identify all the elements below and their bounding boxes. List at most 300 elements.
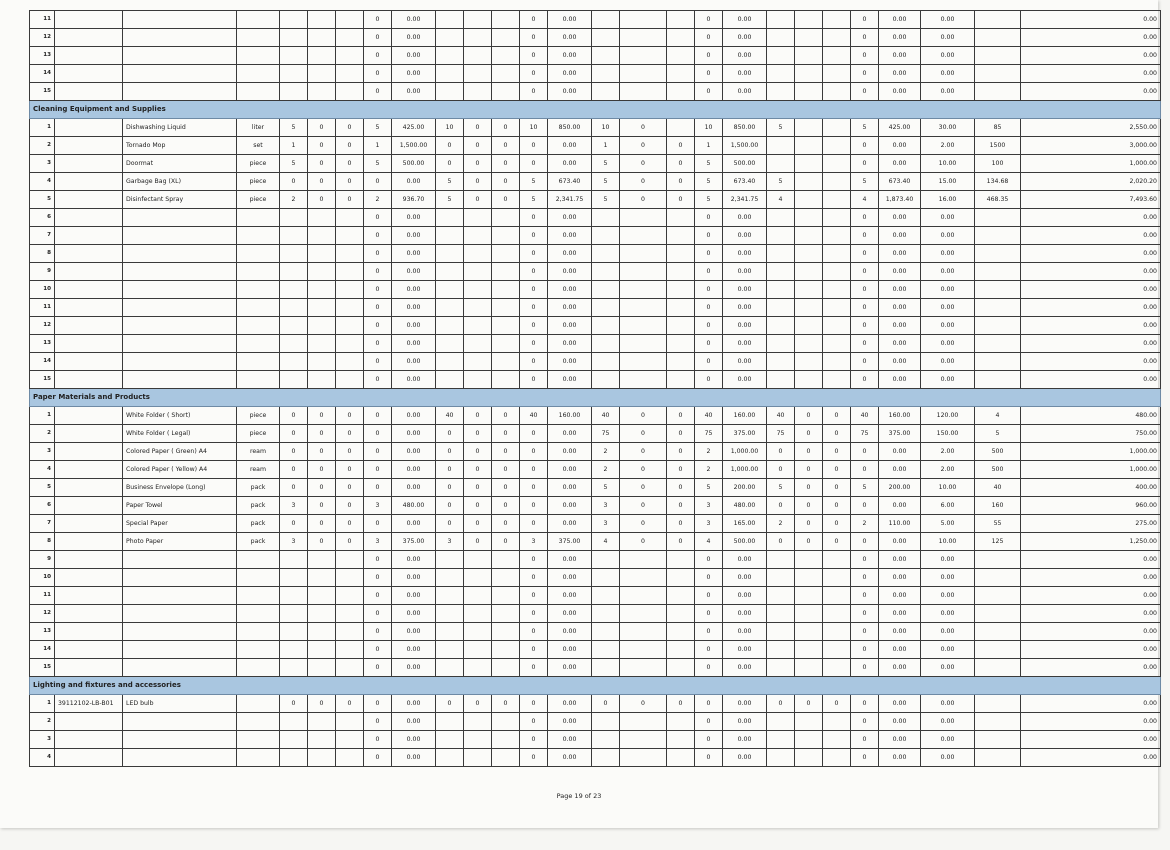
table-cell: 0: [308, 515, 336, 533]
table-cell: 75: [767, 425, 795, 443]
table-cell: 2,341.75: [548, 191, 592, 209]
section-title: Lighting and fixtures and accessories: [30, 677, 1161, 695]
table-cell: [767, 749, 795, 767]
table-cell: [592, 83, 620, 101]
table-cell: 0.00: [723, 281, 767, 299]
table-cell: 40: [592, 407, 620, 425]
table-cell: 0.00: [921, 299, 975, 317]
table-cell: [464, 335, 492, 353]
table-cell: 0: [695, 11, 723, 29]
table-cell: 0.00: [548, 497, 592, 515]
table-cell: 850.00: [548, 119, 592, 137]
table-cell: 0.00: [1021, 263, 1161, 281]
table-cell: [308, 47, 336, 65]
table-cell: 0.00: [392, 353, 436, 371]
table-cell: [55, 749, 123, 767]
table-cell: 0: [336, 461, 364, 479]
table-cell: 0.00: [879, 281, 921, 299]
table-cell: 0: [520, 425, 548, 443]
table-cell: 500.00: [723, 155, 767, 173]
table-cell: [795, 47, 823, 65]
table-cell: 0.00: [723, 335, 767, 353]
table-cell: 0: [667, 479, 695, 497]
table-cell: 936.70: [392, 191, 436, 209]
table-cell: 0.00: [879, 155, 921, 173]
table-cell: 0: [520, 551, 548, 569]
table-cell: [592, 317, 620, 335]
table-body: [30, 11, 1161, 767]
table-cell: 0: [520, 641, 548, 659]
table-cell: 0: [364, 479, 392, 497]
table-cell: 0: [795, 407, 823, 425]
table-cell: 0: [851, 605, 879, 623]
table-cell: 0.00: [879, 65, 921, 83]
table-cell: 0: [364, 335, 392, 353]
table-cell: Colored Paper ( Yellow) A4: [123, 461, 237, 479]
table-cell: 0.00: [1021, 731, 1161, 749]
table-cell: 120.00: [921, 407, 975, 425]
table-cell: [237, 83, 280, 101]
table-cell: [237, 569, 280, 587]
table-cell: [55, 227, 123, 245]
table-cell: 0: [823, 695, 851, 713]
table-cell: [336, 605, 364, 623]
table-cell: 0: [823, 461, 851, 479]
table-cell: 0.00: [921, 29, 975, 47]
table-cell: [975, 695, 1021, 713]
table-cell: 0: [695, 569, 723, 587]
table-cell: [620, 713, 667, 731]
table-cell: 0: [464, 119, 492, 137]
table-cell: [667, 569, 695, 587]
table-cell: 0.00: [548, 227, 592, 245]
table-cell: [436, 551, 464, 569]
table-cell: 0.00: [723, 65, 767, 83]
table-cell: 0.00: [1021, 749, 1161, 767]
table-cell: 2: [280, 191, 308, 209]
inventory-table: [29, 10, 1161, 767]
table-cell: 0: [851, 281, 879, 299]
table-cell: [667, 371, 695, 389]
table-cell: 0: [364, 443, 392, 461]
table-cell: [123, 641, 237, 659]
table-cell: 0.00: [879, 263, 921, 281]
table-cell: [464, 209, 492, 227]
table-cell: 0: [492, 533, 520, 551]
table-cell: 0.00: [879, 137, 921, 155]
table-cell: [767, 11, 795, 29]
table-cell: Photo Paper: [123, 533, 237, 551]
table-cell: 0.00: [879, 317, 921, 335]
table-cell: 0: [851, 29, 879, 47]
table-cell: 2: [592, 461, 620, 479]
table-cell: [123, 371, 237, 389]
table-cell: 0: [492, 497, 520, 515]
table-cell: [795, 281, 823, 299]
table-cell: 3: [30, 731, 55, 749]
table-cell: [492, 587, 520, 605]
table-cell: 0: [492, 173, 520, 191]
table-cell: 0.00: [392, 335, 436, 353]
table-cell: 0.00: [1021, 317, 1161, 335]
table-cell: 0: [464, 155, 492, 173]
table-cell: 0: [667, 191, 695, 209]
table-cell: [667, 551, 695, 569]
table-cell: [237, 587, 280, 605]
table-cell: [237, 317, 280, 335]
table-cell: [436, 29, 464, 47]
table-cell: [123, 623, 237, 641]
table-cell: [667, 227, 695, 245]
table-cell: [55, 623, 123, 641]
table-cell: [975, 605, 1021, 623]
table-cell: 3: [280, 533, 308, 551]
table-cell: [237, 641, 280, 659]
table-cell: [667, 281, 695, 299]
table-cell: [123, 335, 237, 353]
table-cell: [308, 209, 336, 227]
table-cell: 3: [695, 497, 723, 515]
table-cell: 0.00: [548, 515, 592, 533]
table-cell: [464, 317, 492, 335]
table-cell: [592, 47, 620, 65]
table-cell: 40: [851, 407, 879, 425]
table-cell: 0: [851, 731, 879, 749]
table-cell: 0.00: [548, 623, 592, 641]
table-cell: 0.00: [723, 83, 767, 101]
table-cell: [308, 281, 336, 299]
table-cell: 0: [336, 155, 364, 173]
table-cell: 0.00: [548, 299, 592, 317]
table-cell: [280, 263, 308, 281]
table-cell: 0.00: [921, 371, 975, 389]
table-cell: [620, 569, 667, 587]
table-cell: 0: [667, 461, 695, 479]
table-cell: [336, 317, 364, 335]
table-cell: [280, 245, 308, 263]
table-cell: 0.00: [921, 317, 975, 335]
table-cell: [975, 299, 1021, 317]
table-cell: 2.00: [921, 443, 975, 461]
table-row: [30, 533, 1161, 551]
table-row: [30, 461, 1161, 479]
table-cell: [620, 623, 667, 641]
table-cell: [667, 245, 695, 263]
table-cell: 0: [795, 533, 823, 551]
table-cell: 0: [520, 695, 548, 713]
table-cell: 0.00: [1021, 29, 1161, 47]
table-cell: [464, 623, 492, 641]
table-cell: 0: [436, 695, 464, 713]
table-cell: 0: [364, 353, 392, 371]
table-cell: [308, 245, 336, 263]
table-cell: 0.00: [392, 173, 436, 191]
table-cell: [620, 263, 667, 281]
table-cell: 0: [851, 659, 879, 677]
table-cell: 400.00: [1021, 479, 1161, 497]
table-cell: [280, 713, 308, 731]
table-cell: [237, 749, 280, 767]
table-cell: 0.00: [921, 83, 975, 101]
table-cell: [620, 371, 667, 389]
table-cell: [464, 11, 492, 29]
table-cell: 75: [695, 425, 723, 443]
table-cell: 0.00: [548, 47, 592, 65]
table-cell: [492, 749, 520, 767]
table-row: [30, 209, 1161, 227]
table-cell: 0.00: [921, 713, 975, 731]
table-cell: [823, 605, 851, 623]
table-cell: 425.00: [879, 119, 921, 137]
table-cell: [436, 659, 464, 677]
table-cell: 5: [695, 155, 723, 173]
table-cell: 3: [280, 497, 308, 515]
table-row: [30, 191, 1161, 209]
table-cell: [975, 65, 1021, 83]
table-cell: 0.00: [548, 353, 592, 371]
table-cell: 0: [280, 407, 308, 425]
table-cell: 0.00: [392, 407, 436, 425]
table-cell: 960.00: [1021, 497, 1161, 515]
table-cell: [620, 605, 667, 623]
table-cell: pack: [237, 497, 280, 515]
table-cell: 0: [520, 29, 548, 47]
table-cell: [55, 353, 123, 371]
table-cell: [620, 227, 667, 245]
table-cell: 12: [30, 29, 55, 47]
table-cell: [795, 335, 823, 353]
table-cell: 0: [336, 515, 364, 533]
table-row: [30, 749, 1161, 767]
table-cell: [592, 299, 620, 317]
table-cell: [123, 299, 237, 317]
table-cell: 0: [520, 353, 548, 371]
table-cell: 0.00: [548, 371, 592, 389]
table-cell: [280, 623, 308, 641]
table-cell: [436, 65, 464, 83]
table-cell: 0: [308, 155, 336, 173]
table-cell: 15.00: [921, 173, 975, 191]
table-cell: [55, 11, 123, 29]
table-cell: 0: [436, 137, 464, 155]
table-cell: 10.00: [921, 533, 975, 551]
table-cell: 0: [851, 65, 879, 83]
table-cell: 0.00: [723, 587, 767, 605]
table-cell: [436, 299, 464, 317]
table-cell: [237, 209, 280, 227]
table-cell: 0: [851, 623, 879, 641]
table-cell: 9: [30, 551, 55, 569]
table-cell: 0.00: [392, 551, 436, 569]
table-cell: [620, 659, 667, 677]
table-row: [30, 371, 1161, 389]
table-cell: 480.00: [723, 497, 767, 515]
table-cell: [620, 281, 667, 299]
table-cell: [492, 551, 520, 569]
table-cell: 0: [520, 479, 548, 497]
table-cell: [492, 569, 520, 587]
table-cell: 5: [592, 479, 620, 497]
table-cell: 0: [695, 605, 723, 623]
table-cell: [795, 605, 823, 623]
table-cell: [592, 11, 620, 29]
table-cell: [620, 353, 667, 371]
table-cell: 3,000.00: [1021, 137, 1161, 155]
table-cell: [280, 11, 308, 29]
table-cell: 0: [364, 587, 392, 605]
table-cell: 1,000.00: [723, 461, 767, 479]
table-cell: 0.00: [548, 155, 592, 173]
table-cell: 110.00: [879, 515, 921, 533]
table-cell: 0: [520, 137, 548, 155]
table-cell: 0: [336, 425, 364, 443]
table-cell: 0: [336, 137, 364, 155]
table-cell: pack: [237, 479, 280, 497]
table-cell: 11: [30, 11, 55, 29]
table-cell: 1: [695, 137, 723, 155]
table-cell: [55, 137, 123, 155]
table-cell: 8: [30, 245, 55, 263]
table-cell: 0.00: [723, 371, 767, 389]
table-cell: 0.00: [723, 317, 767, 335]
table-cell: 0.00: [392, 623, 436, 641]
table-cell: 0: [520, 335, 548, 353]
table-cell: [308, 371, 336, 389]
table-cell: [667, 749, 695, 767]
table-cell: [975, 245, 1021, 263]
table-cell: 0: [767, 443, 795, 461]
table-cell: 0.00: [1021, 605, 1161, 623]
table-cell: [336, 83, 364, 101]
table-cell: [436, 209, 464, 227]
table-cell: 0: [851, 335, 879, 353]
table-cell: 0: [336, 173, 364, 191]
table-cell: [823, 713, 851, 731]
table-cell: 0: [336, 533, 364, 551]
table-cell: [492, 47, 520, 65]
table-cell: [767, 47, 795, 65]
table-row: [30, 29, 1161, 47]
table-cell: 4: [30, 173, 55, 191]
table-cell: 4: [592, 533, 620, 551]
table-cell: [464, 551, 492, 569]
table-cell: [620, 83, 667, 101]
table-cell: [667, 11, 695, 29]
table-cell: [492, 299, 520, 317]
table-cell: [767, 587, 795, 605]
table-cell: [123, 47, 237, 65]
table-cell: 0: [364, 605, 392, 623]
table-cell: 0.00: [921, 227, 975, 245]
table-cell: [336, 47, 364, 65]
table-cell: 0: [620, 191, 667, 209]
table-cell: [436, 47, 464, 65]
table-cell: 0: [695, 317, 723, 335]
table-cell: 0.00: [548, 713, 592, 731]
table-cell: [280, 335, 308, 353]
table-cell: [308, 749, 336, 767]
table-cell: 0: [492, 407, 520, 425]
table-cell: 0: [620, 425, 667, 443]
table-cell: 0.00: [723, 29, 767, 47]
table-cell: [464, 731, 492, 749]
table-cell: 0.00: [879, 371, 921, 389]
table-cell: 0.00: [1021, 227, 1161, 245]
table-cell: 0.00: [548, 569, 592, 587]
table-cell: set: [237, 137, 280, 155]
table-cell: [975, 209, 1021, 227]
table-cell: 0: [364, 29, 392, 47]
table-cell: 0.00: [1021, 641, 1161, 659]
table-cell: 10.00: [921, 479, 975, 497]
table-cell: 160.00: [723, 407, 767, 425]
table-cell: 2: [851, 515, 879, 533]
table-cell: [123, 569, 237, 587]
table-cell: [123, 551, 237, 569]
table-cell: [667, 659, 695, 677]
table-cell: [464, 83, 492, 101]
table-cell: [336, 209, 364, 227]
table-cell: 0.00: [548, 137, 592, 155]
table-cell: 0: [851, 353, 879, 371]
table-cell: 0.00: [392, 659, 436, 677]
table-cell: 0: [520, 605, 548, 623]
table-cell: 0: [767, 461, 795, 479]
table-cell: 7: [30, 515, 55, 533]
table-cell: [123, 353, 237, 371]
table-cell: [767, 209, 795, 227]
table-cell: 375.00: [392, 533, 436, 551]
table-cell: [492, 623, 520, 641]
table-cell: 0: [520, 245, 548, 263]
table-cell: 3: [592, 497, 620, 515]
table-cell: [308, 29, 336, 47]
table-cell: 11: [30, 299, 55, 317]
table-cell: 0.00: [392, 569, 436, 587]
table-cell: [308, 551, 336, 569]
table-cell: 11: [30, 587, 55, 605]
table-cell: 0: [695, 83, 723, 101]
table-cell: [280, 731, 308, 749]
table-cell: 5: [851, 479, 879, 497]
table-cell: [464, 245, 492, 263]
table-cell: 0.00: [392, 29, 436, 47]
table-cell: 0.00: [921, 623, 975, 641]
table-cell: [436, 353, 464, 371]
table-cell: [667, 587, 695, 605]
table-cell: [667, 713, 695, 731]
table-cell: 14: [30, 353, 55, 371]
table-cell: 5: [851, 119, 879, 137]
table-cell: 0: [620, 137, 667, 155]
table-cell: 150.00: [921, 425, 975, 443]
table-cell: 0: [336, 479, 364, 497]
table-cell: [492, 605, 520, 623]
table-cell: 0: [364, 569, 392, 587]
table-cell: 0: [695, 47, 723, 65]
table-cell: 0: [851, 461, 879, 479]
table-cell: [237, 299, 280, 317]
table-cell: 0: [520, 569, 548, 587]
table-cell: [620, 749, 667, 767]
table-cell: [308, 605, 336, 623]
table-cell: [795, 29, 823, 47]
table-cell: [823, 551, 851, 569]
table-cell: 0: [464, 407, 492, 425]
table-cell: [123, 11, 237, 29]
table-cell: 0: [364, 371, 392, 389]
table-cell: [308, 83, 336, 101]
